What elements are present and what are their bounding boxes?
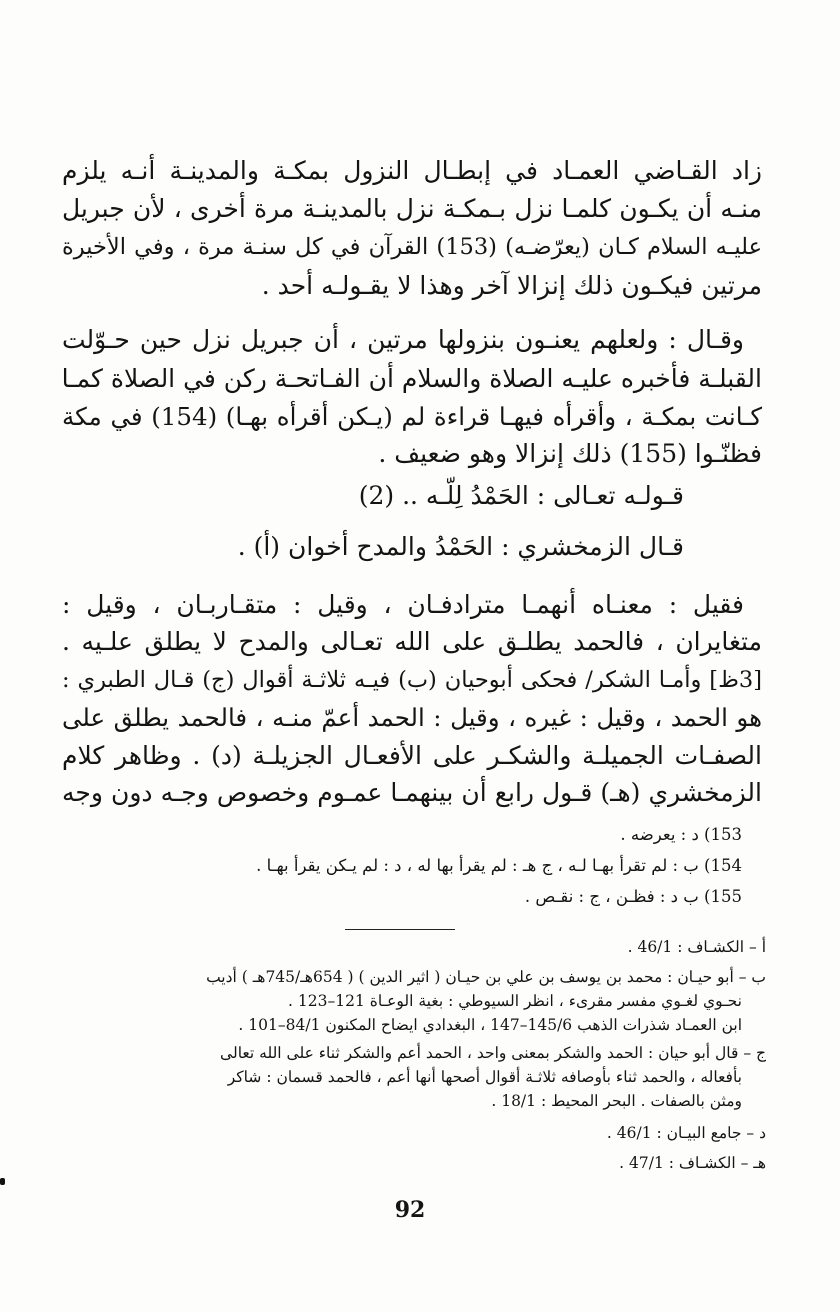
text-line: الزمخشري (هـ) قـول رابع أن بينهمـا عمـوم وخصوص وجـه دون وجه [62,778,762,807]
text-line: الصفـات الجميلـة والشكـر على الأفعـال الجزيلـة (د) . وظاهر كلام [62,741,762,770]
text-line: كـانت بمكـة ، وأقرأه فيهـا قراءة لم (يـكن أقرأه بهـا) (154) في مكة [62,402,763,431]
footnote: 154) ب : لم تقرأ بهـا لـه ، ج هـ : لم يقرأ بها له ، د : لم يـكن يقرأ بهـا . [256,856,742,875]
text-line: عليـه السلام كـان (يعرّضـه) (153) القرآن في كل سنـة مرة ، وفي الأخيرة [62,234,762,260]
text-line: زاد القـاضي العمـاد في إبطـال النزول بمكـة والمدينـة أنـه يلزم [62,156,762,185]
text-line: هو الحمد ، وقيل : غيره ، وقيل : الحمد أعمّ منـه ، فالحمد يطلق على [62,703,762,732]
scan-edge-mark [0,1178,5,1185]
editor-note: د – جامع البيـان : 46/1 . [606,1124,766,1142]
editor-note: ج – قال أبو حيان : الحمد والشكر بمعنى واحد ، الحمد أعم والشكر ثناء على الله تعالى [220,1044,766,1062]
text-line: وقـال : ولعلهم يعنـون بنزولها مرتين ، أن جبريل نزل حين حـوّلت [62,325,744,354]
editor-note: ومثن بالصفات . البحر المحيط : 18/1 . [491,1092,742,1110]
text-line: مرتين فيكـون ذلك إنزالا آخر وهذا لا يقـولـه أحد . [261,271,762,300]
text-line: فقيل : معنـاه أنهمـا مترادفـان ، وقيل : متقـاربـان ، وقيل : [62,590,744,619]
text-line: [3ظ] وأمـا الشكر/ فحكى أبوحيان (ب) فيـه ثلاثـة أقوال (ج) قـال الطبري : [62,667,762,693]
footnote: 155) ب د : فظـن ، ج : نقـص . [524,887,742,906]
editor-note: ب – أبو حيـان : محمد بن يوسف بن علي بن حيـان ( اثير الدين ) ( 654هـ/745هـ ) أديب [206,968,766,986]
text-line: القبلـة فأخبره عليـه الصلاة والسلام أن الفـاتحـة ركن في الصلاة كمـا [61,364,762,393]
editor-note: أ – الكشـاف : 46/1 . [627,938,766,956]
editor-note: نحـوي لغـوي مفسر مقرىء ، انظر السيوطي : بغية الوعـاة 121–123 . [288,992,742,1010]
editor-note: بأفعاله ، والحمد ثناء بأوصافه ثلاثـة أقوال أصحها أنها أعم ، فالحمد قسمان : شاكر [227,1068,742,1086]
text-line: منـه أن يكـون كلمـا نزل بـمكـة نزل بالمدينـة مرة أخرى ، لأن جبريل [62,194,762,223]
text-line: قـولـه تعـالى : الحَمْدُ لِلّـه .. (2) [358,481,684,510]
page-number: 92 [394,1197,426,1223]
footnote-separator [345,929,455,930]
text-line: متغايران ، فالحمد يطلـق على الله تعـالى والمدح لا يطلق علـيه . [62,627,762,656]
text-line: فظنّـوا (155) ذلك إنزالا وهو ضعيف . [378,439,762,468]
footnote: 153) د : يعرضه . [620,825,742,844]
text-line: قـال الزمخشري : الحَمْدُ والمدح أخوان (أ) . [237,532,684,561]
editor-note: هـ – الكشـاف : 47/1 . [619,1154,766,1172]
editor-note: ابن العمـاد شذرات الذهب 145/6–147 ، البغدادي ايضاح المكنون 84/1–101 . [238,1016,742,1034]
